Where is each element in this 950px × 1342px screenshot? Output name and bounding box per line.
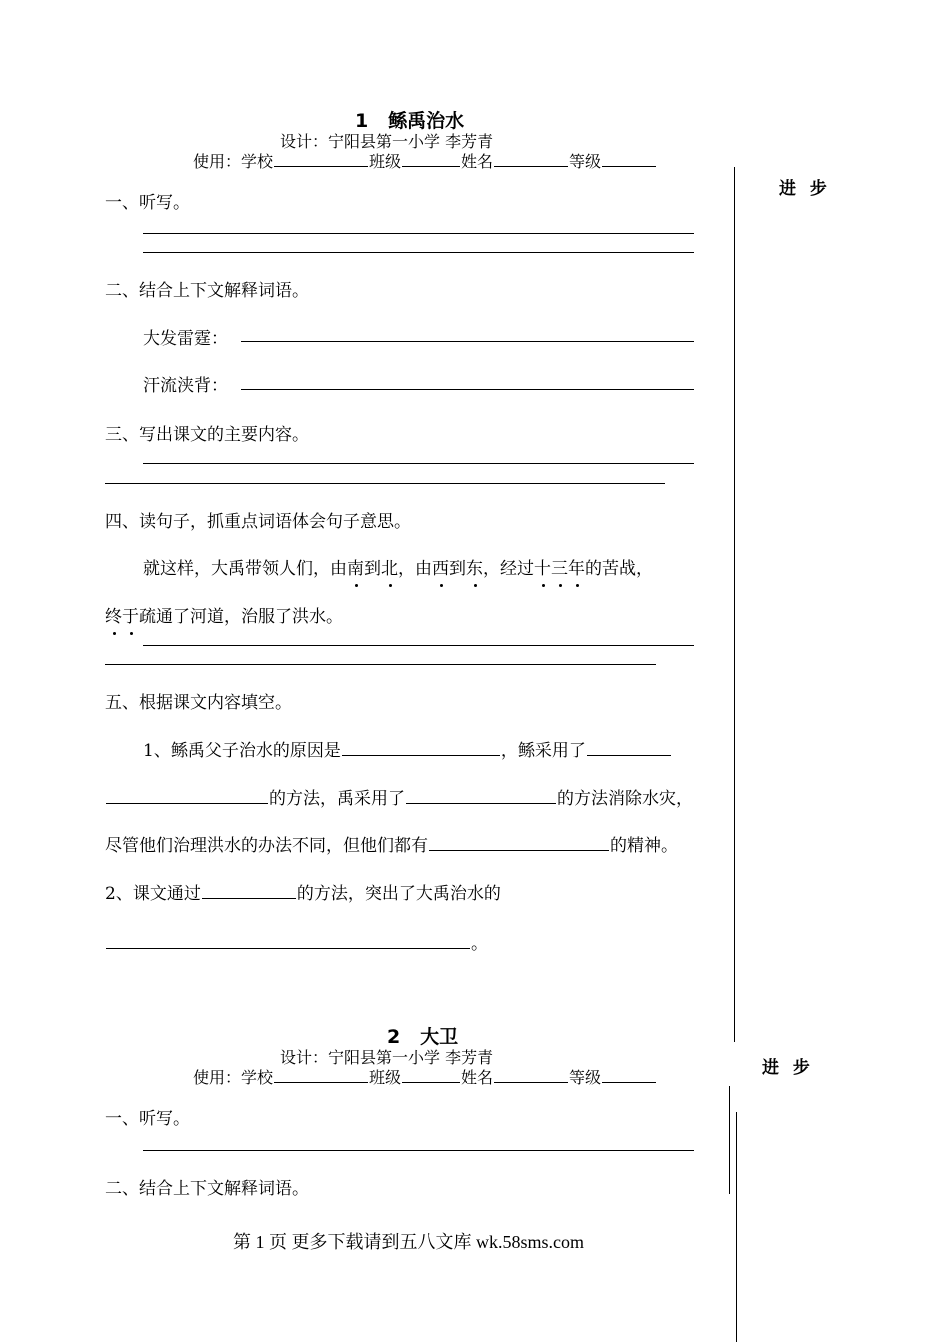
question-dictation: 一、听写。 xyxy=(105,1109,190,1129)
fill-text: 的方法，禹采用了 xyxy=(269,789,405,809)
question-main-content: 三、写出课文的主要内容。 xyxy=(105,425,309,445)
fill-text: 的方法，突出了大禹治水的 xyxy=(296,884,501,904)
sentence-line xyxy=(105,602,343,627)
answer-line[interactable] xyxy=(143,645,694,646)
usage-name-label: 姓名 xyxy=(461,1068,494,1087)
page-footer: 第 1 页 更多下载请到五八文库 wk.58sms.com xyxy=(233,1232,584,1252)
sentence-text: 疏通了河道，治服了洪水。 xyxy=(139,607,343,627)
usage-line xyxy=(193,1064,657,1088)
margin-divider xyxy=(729,1086,730,1194)
term-answer-line[interactable] xyxy=(241,389,694,390)
progress-label: 进 步 xyxy=(762,1058,814,1078)
answer-line[interactable] xyxy=(105,483,665,484)
usage-school-label: 使用：学校 xyxy=(193,152,274,171)
emphasis-char: 北 xyxy=(381,554,398,579)
name-field[interactable] xyxy=(494,148,568,167)
fill-text: 尽管他们治理洪水的办法不同，但他们都有 xyxy=(105,836,428,856)
fill-line-1 xyxy=(143,736,672,761)
question-fill-blanks: 五、根据课文内容填空。 xyxy=(105,693,292,713)
question-explain-words: 二、结合上下文解释词语。 xyxy=(105,281,309,301)
sentence-text: 到 xyxy=(449,559,466,579)
fill-blank[interactable] xyxy=(202,880,296,899)
fill-line-2 xyxy=(105,784,693,809)
fill-text: 2、课文通过 xyxy=(105,884,201,904)
lesson-title-text: 鲧禹治水 xyxy=(388,110,465,132)
usage-class-label: 班级 xyxy=(369,152,402,171)
emphasis-char: 于 xyxy=(122,602,139,627)
fill-blank[interactable] xyxy=(106,785,268,804)
emphasis-char: 十 xyxy=(534,554,551,579)
school-field[interactable] xyxy=(274,148,368,167)
dictation-line[interactable] xyxy=(143,252,694,253)
usage-school-label: 使用：学校 xyxy=(193,1068,274,1087)
term-answer-line[interactable] xyxy=(241,341,694,342)
lesson-title-text: 大卫 xyxy=(420,1026,459,1048)
sentence-text: ，由 xyxy=(398,559,432,579)
dictation-line[interactable] xyxy=(143,233,694,234)
design-credit: 设计：宁阳县第一小学 李芳青 xyxy=(280,1048,494,1067)
lesson-number: 2 xyxy=(387,1026,401,1048)
class-field[interactable] xyxy=(402,148,460,167)
usage-class-label: 班级 xyxy=(369,1068,402,1087)
grade-field[interactable] xyxy=(602,148,656,167)
fill-text: 。 xyxy=(471,934,488,954)
dictation-line[interactable] xyxy=(143,1150,694,1151)
lesson-number: 1 xyxy=(355,110,369,132)
margin-divider xyxy=(734,167,735,1042)
fill-text: 1、鲧禹父子治水的原因是 xyxy=(143,741,341,761)
fill-blank[interactable] xyxy=(406,785,556,804)
fill-blank[interactable] xyxy=(342,737,500,756)
question-explain-words: 二、结合上下文解释词语。 xyxy=(105,1179,309,1199)
sentence-text: 到 xyxy=(364,559,381,579)
sentence-text: 的苦战， xyxy=(585,559,653,579)
answer-line[interactable] xyxy=(105,664,656,665)
fill-blank[interactable] xyxy=(106,930,470,949)
usage-line xyxy=(193,148,657,172)
design-credit: 设计：宁阳县第一小学 李芳青 xyxy=(280,132,494,151)
margin-divider xyxy=(736,1112,737,1342)
sentence-text: ，经过 xyxy=(483,559,534,579)
sentence-text: 就这样，大禹带领人们，由 xyxy=(143,559,347,579)
fill-line-5 xyxy=(105,929,488,954)
fill-line-3 xyxy=(105,831,678,856)
term-label: 汗流浃背： xyxy=(143,376,228,396)
fill-text: ，鲧采用了 xyxy=(500,741,586,761)
usage-name-label: 姓名 xyxy=(461,152,494,171)
emphasis-char: 南 xyxy=(347,554,364,579)
emphasis-char: 西 xyxy=(432,554,449,579)
fill-blank[interactable] xyxy=(429,832,609,851)
usage-grade-label: 等级 xyxy=(569,1068,602,1087)
emphasis-char: 终 xyxy=(105,602,122,627)
fill-text: 的精神。 xyxy=(610,836,678,856)
name-field[interactable] xyxy=(494,1064,568,1083)
school-field[interactable] xyxy=(274,1064,368,1083)
answer-line[interactable] xyxy=(143,463,694,464)
term-label: 大发雷霆： xyxy=(143,329,228,349)
question-dictation: 一、听写。 xyxy=(105,193,190,213)
fill-text: 的方法消除水灾， xyxy=(557,789,693,809)
grade-field[interactable] xyxy=(602,1064,656,1083)
emphasis-char: 三 xyxy=(551,554,568,579)
emphasis-char: 年 xyxy=(568,554,585,579)
emphasis-char: 东 xyxy=(466,554,483,579)
progress-label: 进 步 xyxy=(779,179,831,199)
fill-blank[interactable] xyxy=(587,737,671,756)
usage-grade-label: 等级 xyxy=(569,152,602,171)
sentence-line xyxy=(143,554,653,579)
question-read-sentence: 四、读句子，抓重点词语体会句子意思。 xyxy=(105,512,411,532)
class-field[interactable] xyxy=(402,1064,460,1083)
fill-line-4 xyxy=(105,879,501,904)
